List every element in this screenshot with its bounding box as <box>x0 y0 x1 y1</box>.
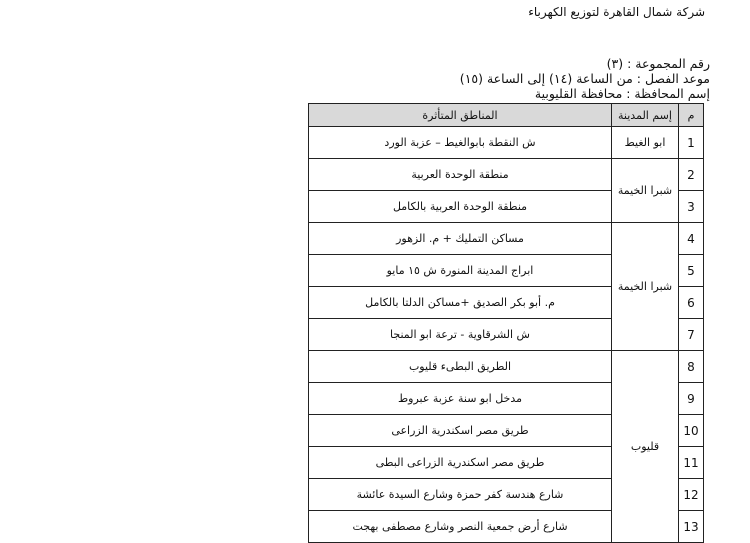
row-number: 7 <box>679 319 704 351</box>
row-number: 3 <box>679 191 704 223</box>
row-number: 2 <box>679 159 704 191</box>
row-number: 13 <box>679 511 704 543</box>
header-city: إسم المدينة <box>612 104 679 127</box>
city-cell: شبرا الخيمة <box>612 159 679 223</box>
area-cell: منطقة الوحدة العربية بالكامل <box>309 191 612 223</box>
affected-areas-table <box>308 103 704 543</box>
city-cell: شبرا الخيمة <box>612 223 679 351</box>
governorate-name: إسم المحافظة : محافظة القليوبية <box>534 86 710 101</box>
header-areas: المناطق المتأثرة <box>309 104 612 127</box>
table-header-row <box>309 104 704 127</box>
city-cell: ابو الغيط <box>612 127 679 159</box>
area-cell: شارع هندسة كفر حمزة وشارع السيدة عائشة <box>309 479 612 511</box>
area-cell: منطقة الوحدة العربية <box>309 159 612 191</box>
row-number: 5 <box>679 255 704 287</box>
area-cell: طريق مصر اسكندرية الزراعى البطى <box>309 447 612 479</box>
row-number: 8 <box>679 351 704 383</box>
cutoff-time: موعد الفصل : من الساعة (١٤) إلى الساعة (١٥) <box>459 71 710 86</box>
header-num: م <box>679 104 704 127</box>
area-cell: ابراج المدينة المنورة ش ١٥ مايو <box>309 255 612 287</box>
area-cell: الطريق البطىء قليوب <box>309 351 612 383</box>
group-number: رقم المجموعة : (٣) <box>606 56 710 71</box>
city-cell: قليوب <box>612 351 679 543</box>
area-cell: م. أبو بكر الصديق +مساكن الدلتا بالكامل <box>309 287 612 319</box>
area-cell: ش النقطة بابوالغيط – عزبة الورد <box>309 127 612 159</box>
schedule-meta <box>460 56 710 101</box>
company-name: شركة شمال القاهرة لتوزيع الكهرباء <box>528 5 705 19</box>
area-cell: ش الشرقاوية - ترعة ابو المنجا <box>309 319 612 351</box>
table-row <box>309 159 704 191</box>
area-cell: شارع أرض جمعية النصر وشارع مصطفى بهجت <box>309 511 612 543</box>
row-number: 11 <box>679 447 704 479</box>
row-number: 6 <box>679 287 704 319</box>
row-number: 1 <box>679 127 704 159</box>
row-number: 9 <box>679 383 704 415</box>
table-row <box>309 127 704 159</box>
table-row <box>309 351 704 383</box>
table-row <box>309 223 704 255</box>
row-number: 12 <box>679 479 704 511</box>
area-cell: مساكن التمليك + م. الزهور <box>309 223 612 255</box>
area-cell: طريق مصر اسكندرية الزراعى <box>309 415 612 447</box>
area-cell: مدخل ابو سنة عزبة عبروط <box>309 383 612 415</box>
row-number: 10 <box>679 415 704 447</box>
row-number: 4 <box>679 223 704 255</box>
